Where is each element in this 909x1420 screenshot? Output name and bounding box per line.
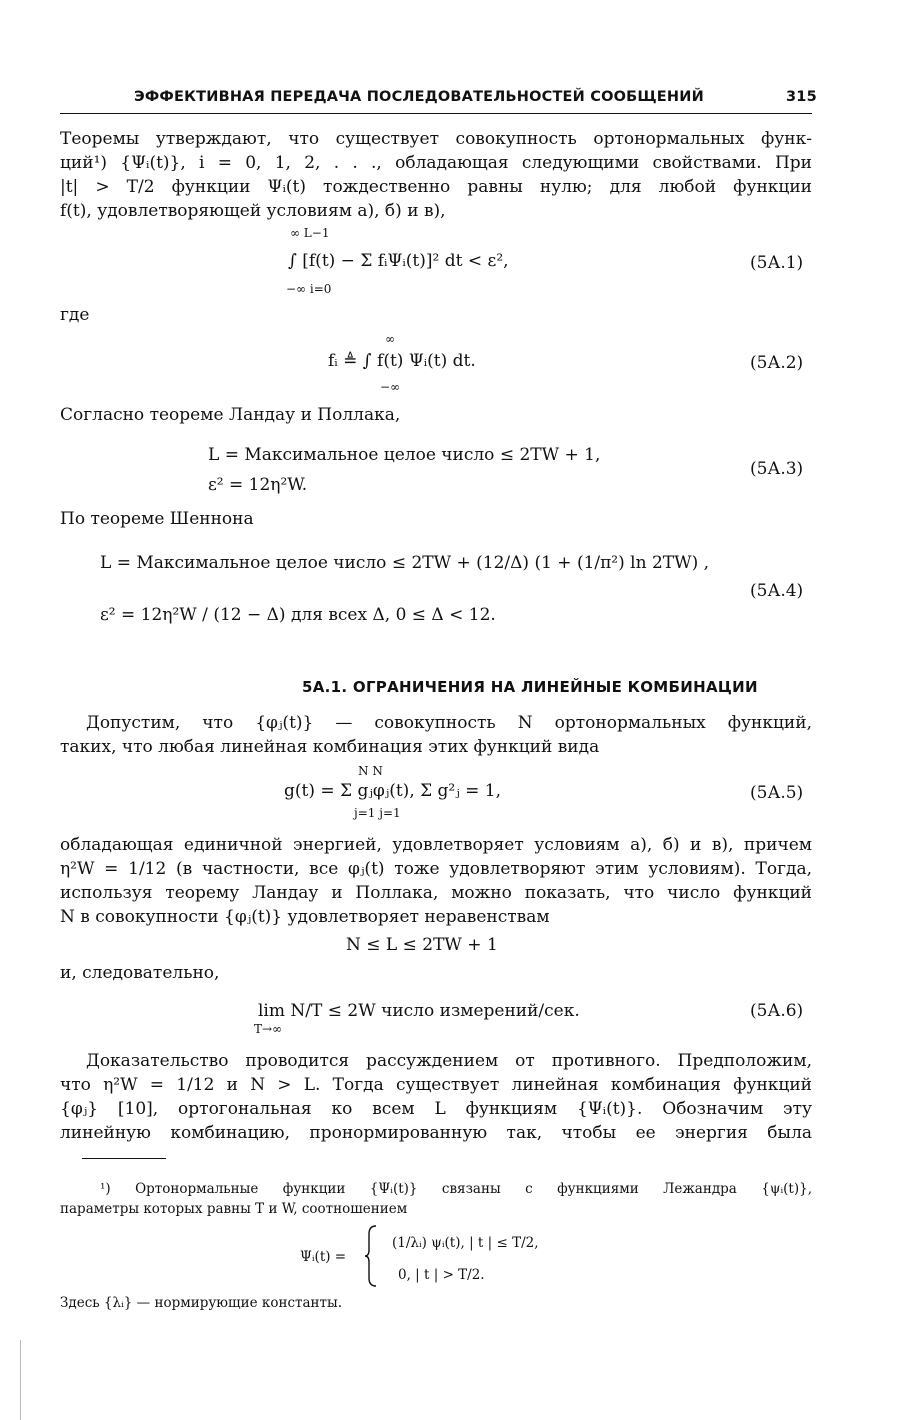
intro-line-4: f(t), удовлетворяющей условиям а), б) и в),: [60, 201, 446, 221]
consequently-label: и, следовательно,: [60, 963, 220, 983]
intro-line-3: |t| > T/2 функции Ψᵢ(t) тождественно равны нулю; для любой функции: [60, 177, 812, 197]
eq-5A2-upper-limit: ∞: [385, 332, 395, 346]
eq-5A2-body: fᵢ ≜ ∫ f(t) Ψᵢ(t) dt.: [328, 351, 476, 371]
eq-5A5-body: g(t) = Σ gⱼφⱼ(t), Σ g²ⱼ = 1,: [284, 781, 502, 801]
eq-5A1-lower-limits: −∞ i=0: [286, 282, 332, 296]
para4-line-3: {φⱼ} [10], ортогональная ко всем L функциям {Ψᵢ(t)}. Обозначим эту: [60, 1099, 812, 1119]
footnote-brace: [364, 1224, 378, 1288]
para3-line-1: обладающая единичной энергией, удовлетворяет условиям а), б) и в), причем: [60, 835, 812, 855]
scan-margin-line: [20, 1340, 21, 1420]
footnote-closing: Здесь {λᵢ} — нормирующие константы.: [60, 1295, 343, 1311]
footnote-line-1: ¹) Ортонормальные функции {Ψᵢ(t)} связаны с функциями Лежандра {ψᵢ(t)},: [100, 1181, 812, 1197]
para4-line-1: Доказательство проводится рассуждением от противного. Предположим,: [86, 1051, 812, 1071]
intro-line-1: Теоремы утверждают, что существует совокупность ортонормальных функ-: [60, 129, 812, 149]
para3-line-2: η²W = 1/12 (в частности, все φⱼ(t) тоже удовлетворяют этим условиям). Тогда,: [60, 859, 812, 879]
running-header-title: ЭФФЕКТИВНАЯ ПЕРЕДАЧА ПОСЛЕДОВАТЕЛЬНОСТЕЙ СООБЩЕНИЙ: [134, 89, 704, 105]
footnote-rule: [82, 1158, 166, 1159]
intro-line-2: ций¹) {Ψᵢ(t)}, i = 0, 1, 2, . . ., обладающая следующими свойствами. При: [60, 153, 812, 173]
eq-5A5-number: (5А.5): [750, 783, 804, 803]
landau-sentence: Согласно теореме Ландау и Поллака,: [60, 405, 401, 425]
eq-5A1-number: (5А.1): [750, 253, 804, 273]
footnote-line-2: параметры которых равны T и W, соотношением: [60, 1201, 408, 1217]
page-number: 315: [786, 89, 817, 105]
inequality-N-L: N ≤ L ≤ 2TW + 1: [346, 935, 498, 955]
para4-line-2: что η²W = 1/12 и N > L. Тогда существует линейная комбинация функций: [60, 1075, 812, 1095]
eq-5A2-lower-limit: −∞: [380, 380, 401, 394]
para2-line-1: Допустим, что {φⱼ(t)} — совокупность N ортонормальных функций,: [86, 713, 812, 733]
para2-line-2: таких, что любая линейная комбинация этих функций вида: [60, 737, 600, 757]
eq-5A4-line-2: ε² = 12η²W / (12 − Δ) для всех Δ, 0 ≤ Δ < 12.: [100, 605, 496, 625]
para3-line-3: используя теорему Ландау и Поллака, можно показать, что число функций: [60, 883, 812, 903]
eq-5A3-line-1: L = Максимальное целое число ≤ 2TW + 1,: [208, 445, 601, 465]
para4-line-4: линейную комбинацию, пронормированную так, чтобы ее энергия была: [60, 1123, 812, 1143]
eq-5A5-lower-limits: j=1 j=1: [354, 806, 401, 820]
eq-5A6-number: (5А.6): [750, 1001, 804, 1021]
footnote-formula-lhs: Ψᵢ(t) =: [300, 1249, 347, 1265]
eq-5A4-line-1: L = Максимальное целое число ≤ 2TW + (12/Δ) (1 + (1/π²) ln 2TW) ,: [100, 553, 710, 573]
shannon-sentence: По теореме Шеннона: [60, 509, 254, 529]
eq-5A6-body: lim N/T ≤ 2W число измерений/сек.: [258, 1001, 580, 1021]
eq-5A2-number: (5А.2): [750, 353, 804, 373]
eq-5A6-lower-limit: T→∞: [254, 1022, 283, 1036]
eq-5A3-line-2: ε² = 12η²W.: [208, 475, 308, 495]
footnote-case-2: 0, | t | > T/2.: [398, 1267, 485, 1283]
para3-line-4: N в совокупности {φⱼ(t)} удовлетворяет неравенствам: [60, 907, 550, 927]
footnote-case-1: (1/λᵢ) ψᵢ(t), | t | ≤ T/2,: [392, 1235, 539, 1251]
eq-5A1-upper-limits: ∞ L−1: [290, 226, 330, 240]
eq-5A4-number: (5А.4): [750, 581, 804, 601]
eq-5A5-upper-limits: N N: [358, 764, 383, 778]
section-heading: 5А.1. ОГРАНИЧЕНИЯ НА ЛИНЕЙНЫЕ КОМБИНАЦИИ: [302, 678, 758, 696]
header-rule: [60, 113, 812, 114]
eq-5A3-number: (5А.3): [750, 459, 804, 479]
where-label: где: [60, 305, 90, 325]
eq-5A1-body: ∫ [f(t) − Σ fᵢΨᵢ(t)]² dt < ε²,: [288, 251, 509, 271]
